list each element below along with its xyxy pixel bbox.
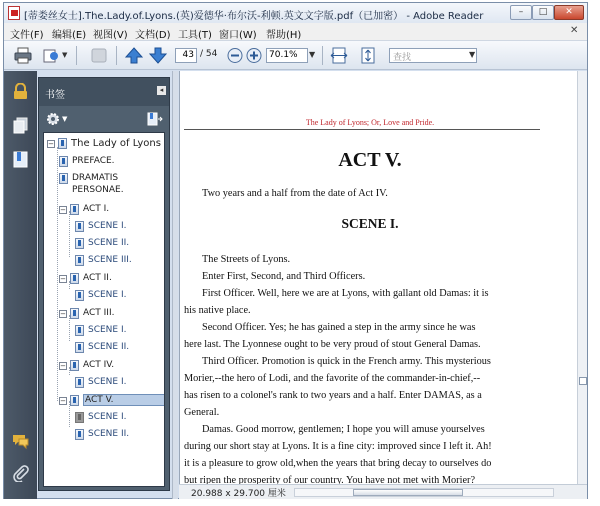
- horizontal-scrollbar[interactable]: [294, 488, 554, 497]
- collapse-toggle-icon[interactable]: −: [60, 275, 66, 283]
- bookmark-label: PERSONAE.: [72, 185, 124, 195]
- next-page-icon[interactable]: [149, 47, 167, 64]
- horizontal-scroll-thumb[interactable]: [353, 489, 463, 496]
- bookmark-label: ACT III.: [83, 308, 115, 318]
- document-view[interactable]: [179, 71, 577, 484]
- zoom-level-input[interactable]: 70.1%: [266, 48, 308, 63]
- collapse-toggle-icon[interactable]: −: [60, 362, 66, 370]
- lock-icon[interactable]: [12, 83, 29, 100]
- print-icon[interactable]: [14, 47, 32, 64]
- zoom-in-icon[interactable]: [245, 47, 263, 64]
- menu-window[interactable]: 窗口(W): [219, 30, 257, 41]
- bookmarks-toolbar: [39, 106, 169, 132]
- previous-page-icon[interactable]: [125, 47, 143, 64]
- bookmark-icon: [75, 377, 84, 388]
- search-input[interactable]: 查找: [389, 48, 477, 63]
- menu-document[interactable]: 文档(D): [135, 30, 171, 41]
- zoom-dropdown-icon[interactable]: ▼: [309, 50, 316, 59]
- text-line: but ripen the prosperity of our country. You have not met with Morier?: [184, 475, 476, 484]
- share-icon[interactable]: [42, 47, 60, 64]
- navigation-pane-bar: [4, 71, 37, 499]
- bookmark-label: SCENE I.: [88, 221, 127, 231]
- text-line: it is a pleasure to grow old,when the years that bring decay to ourselves do: [184, 458, 492, 469]
- bookmark-icon: [75, 290, 84, 301]
- adobe-reader-icon: [8, 6, 20, 20]
- close-document-icon[interactable]: ✕: [570, 25, 579, 36]
- status-bar: [179, 484, 587, 499]
- bookmark-icon: [59, 156, 68, 167]
- text-line: Enter First, Second, and Third Officers.: [202, 271, 366, 282]
- bookmark-label: SCENE II.: [88, 429, 130, 439]
- bookmark-label: ACT IV.: [83, 360, 115, 370]
- bookmark-label: DRAMATIS: [72, 173, 119, 183]
- page-size-label: 20.988 x 29.700 厘米: [191, 489, 286, 499]
- text-line: General.: [184, 407, 220, 418]
- bookmark-icon: [70, 204, 79, 215]
- bookmarks-icon[interactable]: [12, 151, 29, 168]
- collapse-toggle-icon[interactable]: −: [60, 397, 66, 405]
- header-rule: [184, 129, 540, 130]
- toolbar-separator: [322, 46, 323, 65]
- menu-help[interactable]: 帮助(H): [266, 30, 302, 41]
- bookmark-icon: [70, 273, 79, 284]
- toolbar-separator: [116, 46, 117, 65]
- bookmark-icon: [75, 221, 84, 232]
- attachment-icon[interactable]: [12, 465, 29, 482]
- panel-splitter[interactable]: [172, 71, 178, 499]
- reader-window: [3, 2, 588, 499]
- bookmark-label: SCENE III.: [88, 255, 132, 265]
- vertical-scrollbar[interactable]: [577, 71, 587, 484]
- bookmarks-tree: [43, 132, 165, 487]
- title-bar: [4, 3, 587, 23]
- toolbar-separator: [76, 46, 77, 65]
- collapse-toggle-icon[interactable]: −: [60, 310, 66, 318]
- bookmark-label: SCENE I.: [88, 412, 127, 422]
- fit-page-icon[interactable]: [359, 47, 377, 64]
- minimize-button[interactable]: –: [510, 5, 532, 20]
- bookmark-label: The Lady of Lyons: [71, 138, 161, 149]
- tree-guide: [69, 211, 70, 257]
- menu-tools[interactable]: 工具(T): [178, 30, 212, 41]
- toolbar: [4, 41, 587, 70]
- text-line: during our short stay at Lyons. It is a fine city: improved since I left it. Ah!: [184, 441, 492, 452]
- maximize-button[interactable]: □: [532, 5, 554, 20]
- act-title: ACT V.: [338, 149, 402, 171]
- bookmark-icon: [75, 412, 84, 423]
- bookmark-label: SCENE I.: [88, 325, 127, 335]
- bookmark-icon: [75, 238, 84, 249]
- pdf-page: [180, 71, 577, 484]
- window-title: [蒂娄丝女士].The.Lady.of.Lyons.(英)爱德华·布尔沃-利顿.英文文字版.pdf（已加密） - Adobe Reader: [24, 11, 484, 22]
- text-line: First Officer. Well, here we are at Lyons, with gallant old Damas: it is: [202, 288, 489, 299]
- page-total: / 54: [200, 49, 218, 59]
- menu-edit[interactable]: 编辑(E): [52, 30, 87, 41]
- collapse-toggle-icon[interactable]: −: [60, 206, 66, 214]
- text-line: Third Officer. Promotion is quick in the French army. This mysterious: [202, 356, 491, 367]
- text-line: Damas. Good morrow, gentlemen; I hope you will amuse yourselves: [202, 424, 485, 435]
- text-line: The Streets of Lyons.: [202, 254, 291, 265]
- comments-icon[interactable]: [12, 433, 29, 450]
- bookmark-label: ACT II.: [83, 273, 112, 283]
- menu-bar: [4, 23, 587, 41]
- bookmark-label: PREFACE.: [72, 156, 115, 166]
- bookmark-icon: [75, 255, 84, 266]
- share-dropdown-icon[interactable]: ▼: [62, 51, 68, 59]
- text-line: Second Officer. Yes; he has gained a step in the army since he was: [202, 322, 476, 333]
- bookmark-icon: [59, 173, 68, 184]
- bookmark-icon: [70, 308, 79, 319]
- zoom-out-icon[interactable]: [226, 47, 244, 64]
- fit-width-icon[interactable]: [330, 47, 348, 64]
- tree-guide: [57, 147, 58, 401]
- collapse-toggle-icon[interactable]: −: [48, 140, 54, 148]
- bookmark-icon: [58, 138, 67, 149]
- bookmark-label: ACT V.: [83, 394, 165, 406]
- bookmark-icon: [75, 342, 84, 353]
- running-head: The Lady of Lyons; Or, Love and Pride.: [305, 118, 435, 127]
- bookmark-icon: [75, 429, 84, 440]
- bookmark-label: ACT I.: [83, 204, 110, 214]
- bookmark-label: SCENE I.: [88, 377, 127, 387]
- text-line: Morier,--the hero of Lodi, and the favorite of the commander-in-chief,--: [184, 373, 481, 384]
- bookmark-icon: [75, 325, 84, 336]
- collapse-panel-icon[interactable]: ◂: [157, 86, 166, 95]
- text-line: here last. The Lyonnese ought to be very proud of stout General Damas.: [184, 339, 481, 350]
- disabled-tool-icon: [90, 47, 108, 64]
- expand-bookmark-icon[interactable]: [147, 111, 163, 127]
- text-line: has risen to a colonel's rank to two years and a half. Enter DAMAS, as a: [184, 390, 482, 401]
- options-dropdown-icon[interactable]: ▼: [62, 115, 68, 123]
- options-gear-icon[interactable]: [45, 111, 61, 127]
- bookmarks-title: 书签: [45, 90, 65, 101]
- close-button[interactable]: ✕: [554, 5, 584, 20]
- page-number-input[interactable]: 43: [175, 48, 197, 63]
- bookmarks-panel: [38, 77, 170, 491]
- search-dropdown-icon[interactable]: ▼: [469, 50, 476, 59]
- bookmark-icon: [70, 360, 79, 371]
- bookmark-label: SCENE II.: [88, 342, 130, 352]
- bookmark-label: SCENE II.: [88, 238, 130, 248]
- bookmarks-header: [39, 78, 169, 106]
- stage-time: Two years and a half from the date of Act IV.: [202, 188, 388, 199]
- menu-view[interactable]: 视图(V): [93, 30, 128, 41]
- bookmark-icon: [70, 395, 79, 406]
- scene-title: SCENE I.: [341, 216, 399, 231]
- text-line: his native place.: [184, 305, 251, 316]
- menu-file[interactable]: 文件(F): [10, 30, 44, 41]
- pages-icon[interactable]: [12, 117, 29, 134]
- vertical-scroll-thumb[interactable]: [579, 377, 587, 385]
- bookmark-label: SCENE I.: [88, 290, 127, 300]
